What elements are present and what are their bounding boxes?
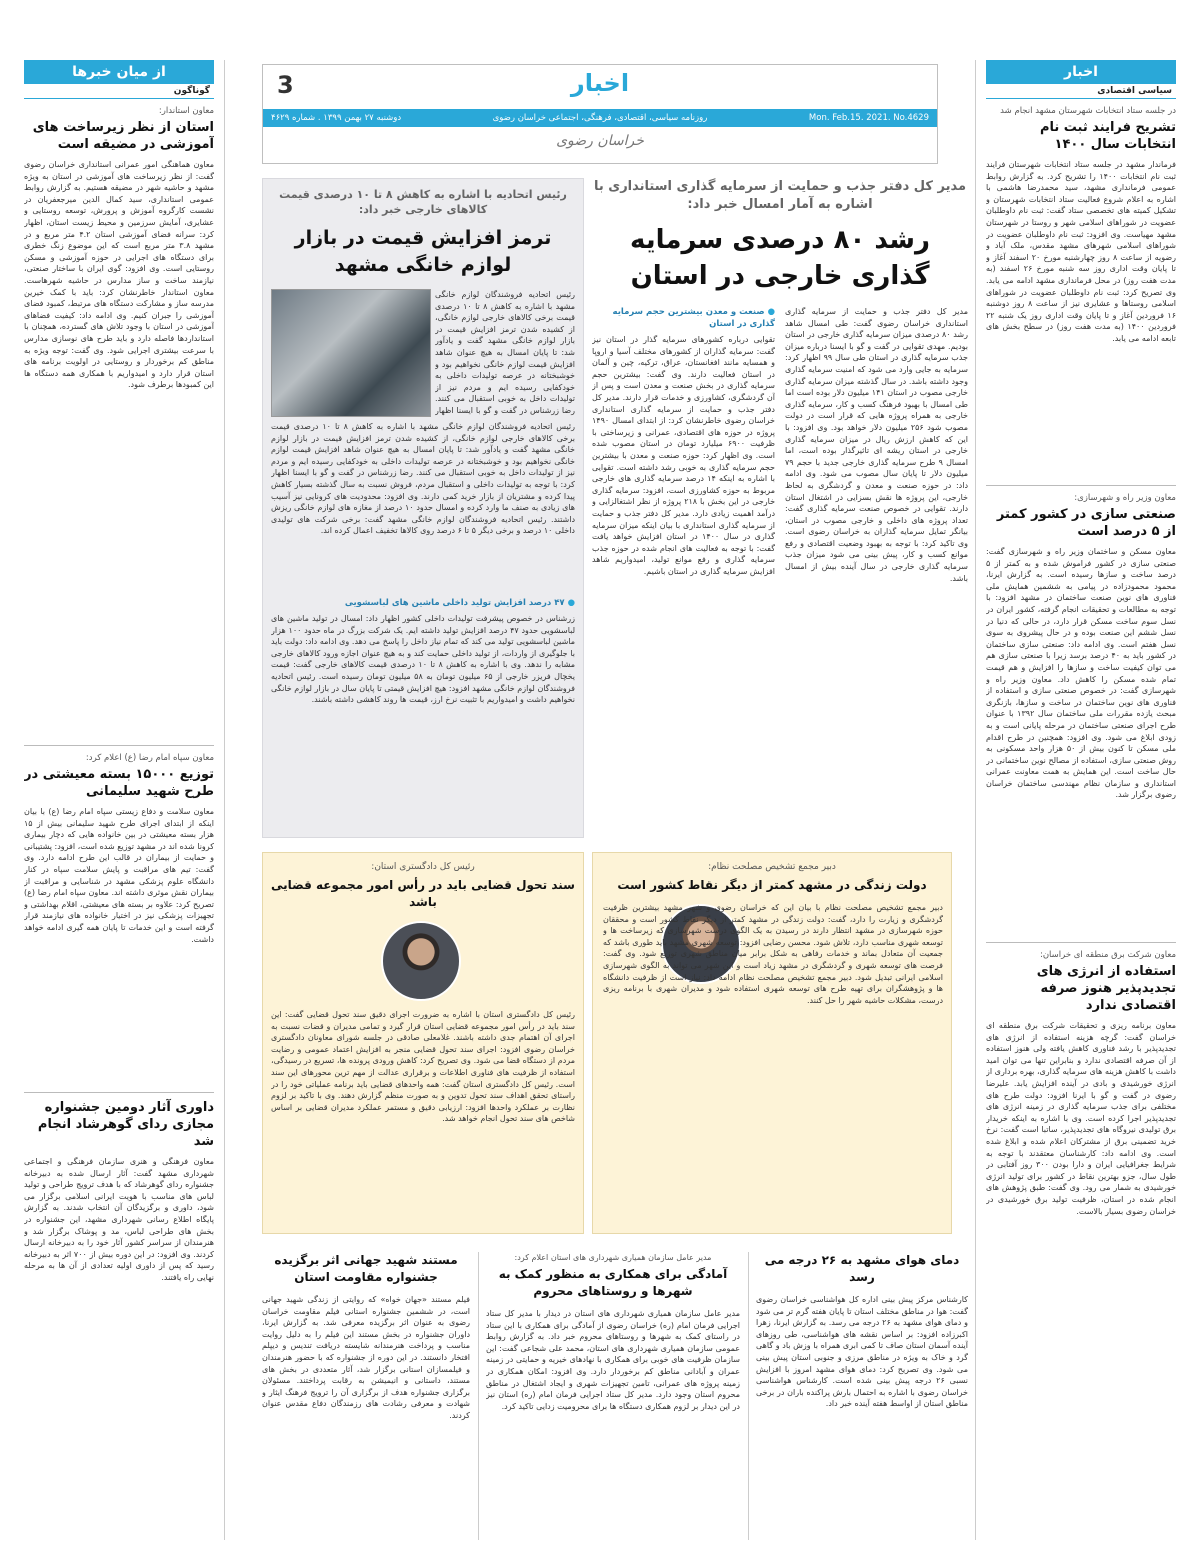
issue-date-en: Mon. Feb.15. 2021. No.4629 — [808, 113, 929, 123]
article-body: معاون برنامه ریزی و تحقیقات شرکت برق منطقه ای خراسان گفت: گرچه هزینه استفاده از انرژی های تجدیدپذیر با رشد فناوری کاهش یافته ولی هنوز استفاده از آن صرفه اقتصادی ندارد و بنابراین تنها می توان امید داشت با کاهش هزینه های سرمایه گذاری، بهره برداری از انرژی خورشیدی و بادی در آینده افزایش یابد. علیرضا رضوی در گفت و گو با ایرنا افزود: دولت طرح های مختلفی برای جذب سرمایه گذاری در زمینه انرژی های تجدیدپذیر اجرا کرده است. وی با اشاره به اینکه خریدار برق تولیدی نیروگاه های تجدیدپذیر، ساتبا است گفت: نرخ خرید تضمینی برق از مشترکان اعلام شده و ابلاغ شده است. وی ادامه داد: کارشناسان معتقدند با توجه به شرایط جغرافیایی ایران و دارا بودن ۳۰۰ روز آفتابی در طول سال، جزو بهترین نقاط در کشور برای تولید انرژی خورشیدی به شمار می رود. وی گفت: طبق پژوهش های انجام شده در استان، ظرفیت تولید برق خورشیدی در خراسان رضوی بسیار بالاست. — [986, 1021, 1176, 1216]
article-kicker: مدیر کل دفتر جذب و حمایت از سرمایه گذاری استانداری با اشاره به آمار امسال خبر داد: — [593, 179, 967, 212]
article-body: مدیر کل دفتر جذب و حمایت از سرمایه گذاری استانداری خراسان رضوی گفت: طی امسال شاهد رشد ۸۰ درصدی میزان سرمایه گذاری خارجی در استان بودیم. مهدی تقوایی در گفت و گو با ایسنا درباره میزان جذب سرمایه گذاری در استان طی سال ۹۹ اظهار کرد: سرمایه به جایی وارد می شود که امنیت سرمایه گذاری وجود داشته باشد. در سال گذشته میزان سرمایه گذاری خارجی مصوب در استان ۱۴۱ میلیون دلار بوده است اما طی امسال با بهبود فرهنگ کسب و کار، سرمایه گذاری خارجی به همراه پروژه هایی که قرار است در دولت مصوب شود ۲۵۶ میلیون دلار خواهد بود. وی افزود: با این که کاهش ارزش ریال در میزان سرمایه گذاری خارجی در استان ریشه ای تاثیرگذار بوده است، اما امسال ۹ طرح سرمایه گذاری خارجی جدید با حجم ۷۹ میلیون دلار تا پایان سال مصوب می شود. وی ادامه داد: در حوزه صنعت و معدن و گردشگری به لحاظ خارجی، این پروژه ها نقش بسزایی در اشتغال استان دارند. تقوایی در خصوص صنعت سرمایه گذاری گفت: تعداد پروژه های داخلی و خارجی مصوب در استان، بیانگر تمایل سرمایه گذاران به خراسان رضوی است. وی تاکید کرد: با توجه به بهبود وضعیت اقتصادی و رفع موانع کسب و کار، پیش بینی می شود میزان جذب سرمایه گذاری خارجی در سال آینده بیش از امسال باشد. — [785, 307, 968, 583]
article-title: دمای هوای مشهد به ۲۶ درجه می رسد — [764, 1253, 960, 1284]
right-news-column — [986, 60, 1176, 1550]
documentary-article — [262, 1252, 470, 1542]
newspaper-tagline: روزنامه سیاسی، اقتصادی، فرهنگی، اجتماعی خراسان رضوی — [492, 113, 708, 123]
article-body: زرشناس در خصوص پیشرفت تولیدات داخلی کشور اظهار داد: امسال در تولید ماشین های لباسشویی حدود ۴۷ درصد افزایش تولید داشته ایم. یک شرکت بزرگ در ماه حدود ۱۰۰ هزار ماشین لباسشویی تولید می کند که تمام نیاز داخل را پاسخ می دهد. وی ادامه داد: دولت باید با جلوگیری از واردات، از تولید داخلی حمایت کند و به هیچ عنوان اجازه ورود کالاهای خارجی مشابه را ندهد. وی با اشاره به کاهش ۸ تا ۱۰ درصدی قیمت کالاهای خارجی گفت: قیمت یخچال فریزر خارجی از ۶۵ میلیون تومان به ۵۸ میلیون تومان رسیده است. رئیس اتحادیه فروشندگان لوازم خانگی مشهد افزود: هیچ افزایش قیمتی تا پایان سال در بازار لوازم خانگی نخواهیم داشت و امیدواریم با تثبیت نرخ ارز، قیمت ها روند کاهشی داشته باشند. — [271, 614, 575, 705]
column-rule — [748, 1252, 749, 1540]
article-title: آمادگی برای همکاری به منظور کمک به شهرها و روستاهای محروم — [498, 1267, 728, 1298]
appliance-article — [262, 178, 584, 838]
divider — [986, 485, 1176, 486]
box-content — [271, 919, 575, 1234]
article-title: ترمز افزایش قیمت در بازار لوازم خانگی مشهد — [294, 227, 552, 276]
article-title: دولت زندگی در مشهد کمتر از دیگر نقاط کشور است — [617, 878, 927, 892]
article-kicker: دبیر مجمع تشخیص مصلحت نظام: — [708, 862, 836, 872]
divider — [24, 1092, 214, 1093]
article-title: استان از نظر زیرساخت های آموزشی در مضیقه است — [32, 120, 214, 152]
lead-article — [592, 178, 968, 838]
article-body: معاون سلامت و دفاع زیستی سپاه امام رضا (ع) با بیان اینکه از ابتدای اجرای طرح شهید سلیمانی بیش از ۱۵ هزار بسته معیشتی در بین خانواده هایی که دچار بیماری کرونا شده اند در مشهد توزیع شده است، افزود: پشتیبانی و حمایت از بیماران در قالب این طرح ادامه دارد. وی گفت: تیم های مراقبت و پایش سلامت سپاه در کنار دانشگاه علوم پزشکی مشهد در شناسایی و مراقبت از بیماران نقش موثری داشته اند. معاون سپاه امام رضا (ع) تصریح کرد: علاوه بر بسته های معیشتی، اقلام بهداشتی و تجهیزات پزشکی نیز در اختیار خانواده های نیازمند قرار گرفته است و این خدمات تا پایان همه گیری ادامه خواهد داشت. — [24, 807, 214, 944]
article-title: سند تحول قضایی باید در رأس امور مجموعه قضایی باشد — [270, 878, 575, 909]
article-body: فیلم مستند «جهان خواه» که روایتی از زندگی شهید جهانی است، در ششمین جشنواره استانی فیلم مقاومت خراسان رضوی به عنوان اثر برگزیده معرفی شد. به گزارش ایرنا، داوران جشنواره در بخش مستند این فیلم را به دلیل روایت مناسب و پرداخت هنرمندانه شایسته دریافت تندیس و دیپلم افتخار دانستند. در این دوره از جشنواره که با حضور هنرمندان و فیلمسازان استانی برگزار شد، آثار متعددی در بخش های مستند، داستانی و انیمیشن به رقابت پرداختند. مسئولان برگزاری جشنواره هدف از برگزاری آن را ترویج فرهنگ ایثار و شهادت و معرفی رشادت های رزمندگان دفاع مقدس عنوان کردند. — [262, 1295, 470, 1420]
municipal-article — [486, 1252, 740, 1542]
article-title: رشد ۸۰ درصدی سرمایه گذاری خارجی در استان — [630, 225, 930, 291]
section-name: اخبار — [570, 69, 630, 97]
article-kicker: در جلسه ستاد انتخابات شهرستان مشهد انجام شد — [1000, 106, 1176, 116]
article-kicker: معاون وزیر راه و شهرسازی: — [1074, 493, 1176, 503]
left-news-column — [24, 60, 214, 1550]
section-subtitle: سیاسی اقتصادی — [986, 84, 1176, 99]
appliance-store-photo — [271, 289, 431, 417]
article-body: فرماندار مشهد در جلسه ستاد انتخابات شهرستان فرایند ثبت نام انتخابات ۱۴۰۰ را تشریح کرد. به گزارش روابط عمومی فرمانداری مشهد، سید محمدرضا هاشمی با اشاره به اعلام شروع فعالیت ستاد انتخابات شهرستان و تشکیل کمیته های تخصصی ستاد گفت: ثبت نام داوطلبان عضویت در شوراهای اسلامی شهر و روستا در شهرستان مشهد مهیاست. وی افزود: ثبت نام داوطلبان عضویت در شوراهای اسلامی شهرهای مشهد مقدس، ملک آباد و رضویه از ساعت ۸ روز چهارشنبه مورخ ۲۰ اسفند آغاز و تا پایان وقت اداری روز سه شنبه مورخ ۲۶ اسفند (به مدت هفت روز) در محل فرمانداری مشهد ادامه می یابد. وی تصریح کرد: ثبت نام داوطلبان عضویت در شوراهای اسلامی روستاها و عشایری نیز از ساعت ۸ روز دوشنبه ۱۶ فروردین آغاز و تا پایان وقت اداری روز یک شنبه ۲۲ فروردین ۱۴۰۰ (به مدت هفت روز) در سطح بخش های تابعه ادامه می یابد. — [986, 160, 1176, 343]
divider — [24, 745, 214, 746]
column-rule — [478, 1252, 479, 1540]
weather-article — [756, 1252, 968, 1542]
article-subhead: ● ۴۷ درصد افزایش تولید داخلی ماشین های لباسشویی — [271, 597, 575, 609]
article-kicker: معاون شرکت برق منطقه ای خراسان: — [1039, 950, 1176, 960]
article-kicker: مدیر عامل سازمان همیاری شهرداری های استان اعلام کرد: — [514, 1253, 712, 1262]
article-title: توزیع ۱۵۰۰۰ بسته معیشتی در طرح شهید سلیمانی — [24, 767, 214, 799]
article-kicker: معاون سپاه امام رضا (ع) اعلام کرد: — [85, 753, 214, 763]
lead-second-column — [592, 306, 775, 838]
article-kicker: رئیس کل دادگستری استان: — [371, 862, 475, 872]
section-band: از میان خبرها — [24, 60, 214, 84]
article-body: مدیر عامل سازمان همیاری شهرداری های استان در دیدار با مدیر کل ستاد اجرایی فرمان امام (ره) خراسان رضوی از آمادگی برای همکاری با این ستاد در راستای کمک به شهرها و روستاهای محروم خبر داد. به گزارش روابط عمومی سازمان همیاری شهرداری های استان، محمد علی شجاعی گفت: این سازمان ظرفیت های خوبی برای همکاری با نهادهای خیریه و حمایتی در زمینه عمران و آبادانی مناطق کم برخوردار دارد. وی افزود: امکان همکاری در زمینه پروژه های عمرانی، تامین تجهیزات شهری و ایجاد اشتغال در مناطق محروم استان وجود دارد. مدیر کل ستاد اجرایی فرمان امام (ره) استان نیز در این دیدار بر لزوم همکاری دستگاه ها برای محرومیت زدایی تاکید کرد. — [486, 1309, 740, 1411]
column-rule — [224, 60, 225, 1540]
newspaper-logo: خراسان رضوی — [556, 133, 644, 149]
article-kicker: معاون استاندار: — [158, 106, 214, 116]
article-subhead: ● صنعت و معدن بیشترین حجم سرمایه گذاری در استان — [592, 306, 775, 330]
divider — [986, 942, 1176, 943]
article-body: تقوایی درباره کشورهای سرمایه گذار در استان نیز گفت: سرمایه گذاران از کشورهای مختلف آسیا و اروپا و همسایه مانند افغانستان، عراق، ترکیه، چین و آلمان در استان فعالیت دارند. وی گفت: بیشترین حجم سرمایه گذاری در بخش صنعت و معدن است و پس از آن گردشگری، کشاورزی و خدمات قرار دارند. مدیر کل دفتر جذب و حمایت از سرمایه گذاری استانداری خراسان رضوی خاطرنشان کرد: از ابتدای امسال ۱۴۹۰ پروژه در حوزه های اقتصادی، عمرانی و زیرساختی با ظرفیت ۶۹۰۰ میلیارد تومان در استان مصوب شده است. وی اظهار کرد: حوزه صنعت و معدن با بیشترین حجم سرمایه گذاری به خوبی رشد داشته است. تقوایی با اشاره به اینکه ۱۴ درصد سرمایه گذاری های خارجی مربوط به حوزه کشاورزی است، افزود: سرمایه گذاری خارجی در این بخش با ۲۱۸ پروژه از نظر اشتغالزایی و درآمد اهمیت زیادی دارد. مدیر کل دفتر جذب و حمایت از سرمایه گذاری استانداری با بیان اینکه میزان سرمایه گذاری در سال ۱۴۰۰ در استان افزایش خواهد یافت گفت: با توجه به فعالیت های انجام شده در حوزه جذب سرمایه گذاری و رفع موانع تولید، امیدواریم شاهد افزایش سرمایه گذاری در استان باشیم. — [592, 335, 775, 576]
article-body: دبیر مجمع تشخیص مصلحت نظام با بیان این که خراسان رضوی و شهر مشهد بیشترین ظرفیت گردشگری و زیارت را دارد، گفت: دولت زندگی در مشهد کمتر از دیگر نقاط کشور است و محققان حوزه شهرسازی در مشهد انتظار دارند در رسیدن به یک الگوی درست شهرسازی که زیرساخت ها و توسعه شهری مناسب دارد، تلاش شود. محسن رضایی افزود: توسعه شهری مشهد باید طوری باشد که جمعیت آن متعادل بماند و خدمات رفاهی به شکل برابر میان مناطق شهری توزیع شود. وی گفت: فرصت های توسعه شهری و گردشگری در مشهد زیاد است و این شهر می تواند به الگوی شهرسازی اسلامی ایرانی تبدیل شود. دبیر مجمع تشخیص مصلحت نظام ادامه داد: نیاز است از ظرفیت دانشگاه ها و پژوهشگران برای تهیه طرح های توسعه شهری استفاده شود و مدیران شهری با برنامه ریزی درست، مشکلات حاشیه شهر را حل کنند. — [603, 903, 943, 1005]
article-body: معاون مسکن و ساختمان وزیر راه و شهرسازی گفت: صنعتی سازی در کشور فراموش شده و به کمتر از ۵ درصد ساخت و سازها رسیده است. به گزارش ایرنا، محمود محمودزاده در پیامی به ششمین همایش ملی فناوری های نوین صنعت ساختمان در مشهد افزود: با توجه به مطالعات و تحقیقات انجام گرفته، کشور ایران در نسل سوم ساخت مسکن قرار دارد، در حالی که دنیا در نسل ششم این صنعت بوده و در حال پیشروی به سوی نسل هفتم است. وی ادامه داد: صنعتی سازی ساختمان در کشور باید به ۴۰ درصد برسد زیرا با صنعتی سازی هم می توان کیفیت ساخت و سازها را افزایش و هم قیمت تمام شده مسکن را کاهش داد. معاون وزیر راه و شهرسازی گفت: در خصوص صنعتی سازی و استفاده از فناوری های نوین ساختمان در ساخت و سازها، بازنگری مبحث یازده مقررات ملی ساختمان سال ۱۳۹۲ با عنوان طرح اجرای صنعتی ساختمان در مرحله پایانی است و به زودی ابلاغ می شود. وی افزود: همچنین در طرح اقدام ملی مسکن تا کنون بیش از ۵۰ هزار واحد مسکونی به روش صنعتی سازی، استفاده از مصالح نوین ساختمانی در حال ساخت است. این همایش به همت معاونت عمرانی استانداری و سازمان نظام مهندسی ساختمان خراسان رضوی برگزار شد. — [986, 547, 1176, 800]
article-body: کارشناس مرکز پیش بینی اداره کل هواشناسی خراسان رضوی گفت: هوا در مناطق مختلف استان تا پایان هفته گرم تر می شود و دمای هوای مشهد به ۲۶ درجه می رسد. به گزارش ایرنا، زهرا اکبرزاده افزود: بر اساس نقشه های هواشناسی، طی روزهای آینده آسمان استان صاف تا کمی ابری همراه با وزش باد و گاهی گرد و خاک به ویژه در مناطق مرزی و جنوبی استان پیش بینی می شود. وی تصریح کرد: دمای هوای مشهد امروز با افزایش نسبی ۲۶ درجه پیش بینی شده است. کارشناس هواشناسی خراسان رضوی با اشاره به احتمال بارش پراکنده باران در برخی مناطق استان از اواسط هفته آینده خبر داد. — [756, 1295, 968, 1409]
article-body-continued: رئیس اتحادیه فروشندگان لوازم خانگی مشهد با اشاره به کاهش ۸ تا ۱۰ درصدی قیمت برخی کالاهای خارجی لوازم خانگی، از کشیده شدن ترمز افزایش قیمت در بازار لوازم خانگی مشهد گفت و یادآور شد: تا پایان امسال به هیچ عنوان شاهد افزایش قیمت لوازم خانگی نخواهیم بود و خوشبختانه در عرصه تولیدات داخلی به خودکفایی رسیده ایم و مردم نیز از تولیدات داخل به خوبی استقبال می کنند. رضا زرشناس در گفت و گو با ایسنا اظهار کرد: با توجه به تولیدات داخلی و استقبال مردم، فروش نسبت به سال گذشته بسیار کاهش پیدا کرده و مشتریان از بازار خرید کمی دارند. وی افزود: محدودیت های کرونایی نیز آسیب های زیادی به صنف ما وارد کرده و امسال حدود ۱۰ درصد از مغازه های لوازم خانگی ریزش داشتند. رئیس اتحادیه فروشندگان لوازم خانگی مشهد گفت: برخی شرکت های تولیدی داخلی ۱۰ درصد و برخی دیگر ۵ تا ۶ درصد روی کالاها تخفیف اعمال کرده اند. — [271, 422, 575, 536]
article-title: داوری آثار دومین جشنواره مجازی ردای گوهرشاد انجام شد — [37, 1100, 214, 1149]
masthead — [262, 64, 938, 164]
judiciary-box — [262, 852, 584, 1234]
article-body: معاون هماهنگی امور عمرانی استانداری خراسان رضوی گفت: از نظر زیرساخت های آموزشی در استان به ویژه مشهد و حاشیه شهر در مضیقه هستیم. به گزارش روابط عمومی استانداری، سید کمال الدین میرجعفریان در نشست کارگروه آموزش و پرورش، توسعه روستایی و عشایری، آمایش سرزمین و محیط زیست استان، اظهار کرد: سرانه فضای آموزشی استان ۴.۲ متر مربع و در مشهد ۳.۸ متر مربع است که این موضوع زنگ خطری برای دستگاه های اجرایی در حوزه آموزشی و مسکن روستایی است. وی افزود: گوی ایران با ساختار صنعتی، نیازمند ساخت و ساز مدارس در حاشیه شهرهاست. معاون استاندار خاطرنشان کرد: باید با کمک خیرین مدرسه ساز و مشارکت دستگاه های مرتبط، کمبود فضای آموزشی را جبران کنیم. وی ادامه داد: کیفیت فضاهای آموزشی در استان با وجود تلاش های گسترده، همچنان با استانداردها فاصله دارد و باید طرح های نوسازی مدارس با سرعت بیشتری اجرایی شود. وی گفت: توجه ویژه به مناطق کم برخوردار و روستایی در اولویت برنامه های استان قرار دارد و امیدواریم با همکاری همه دستگاه ها این کمبودها برطرف شود. — [24, 160, 214, 390]
article-title: صنعتی سازی در کشور کمتر از ۵ درصد است — [996, 507, 1176, 539]
article-title: مستند شهید جهانی اثر برگزیده جشنواره مقاومت استان — [274, 1253, 458, 1284]
article-body: معاون فرهنگی و هنری سازمان فرهنگی و اجتماعی شهرداری مشهد گفت: آثار ارسال شده به دبیرخانه جشنواره ردای گوهرشاد که با هدف ترویج طراحی و تولید لباس های مناسب با هویت ایرانی اسلامی برگزار می شود، داوری و برگزیدگان آن انتخاب شدند. به گزارش پایگاه اطلاع رسانی شهرداری مشهد، این جشنواره در بخش های طراحی لباس، مد و پوشاک برگزار شد و هنرمندان از سراسر کشور آثار خود را به دبیرخانه ارسال کردند. وی افزود: در این دوره بیش از ۷۰۰ اثر به دبیرخانه رسید که پس از داوری اولیه تعدادی از آن ها به مرحله نهایی راه یافتند. — [24, 1157, 214, 1282]
column-rule — [975, 60, 976, 1540]
section-band: اخبار — [986, 60, 1176, 84]
rezaei-box — [592, 852, 952, 1234]
article-kicker: رئیس اتحادیه با اشاره به کاهش ۸ تا ۱۰ درصدی قیمت کالاهای خارجی خبر داد: — [279, 188, 567, 216]
masthead-bar — [263, 109, 937, 127]
box-content — [601, 902, 943, 1222]
issue-date-fa: دوشنبه ۲۷ بهمن ۱۳۹۹ . شماره ۴۶۲۹ — [271, 113, 402, 123]
article-body: رئیس کل دادگستری استان با اشاره به ضرورت اجرای دقیق سند تحول قضایی گفت: این سند باید در رأس امور مجموعه قضایی استان قرار گیرد و تمامی مدیران و قضات نسبت به اجرای آن اهتمام جدی داشته باشند. غلامعلی صادقی در جلسه شورای معاونان دادگستری خراسان رضوی افزود: اجرای سند تحول قضایی منجر به افزایش اعتماد عمومی و رضایت مردم از دستگاه قضا می شود. وی تصریح کرد: کاهش ورودی پرونده ها، تسریع در رسیدگی، استفاده از ظرفیت های فناوری اطلاعات و برقراری عدالت از مهم ترین محورهای این سند است. رئیس کل دادگستری استان گفت: همه واحدهای قضایی باید برنامه عملیاتی خود را در راستای تحقق اهداف سند تحول تدوین و به صورت منظم گزارش دهند. وی با تاکید بر لزوم نظارت بر عملکرد واحدها افزود: ارزیابی دقیق و مستمر عملکرد مدیران قضایی بر اساس شاخص های سند تحول انجام خواهد شد. — [271, 1010, 575, 1124]
section-subtitle: گوناگون — [24, 84, 214, 99]
article-title: تشریح فرایند ثبت نام انتخابات سال ۱۴۰۰ — [1039, 120, 1176, 152]
page-number: 3 — [277, 71, 294, 99]
portrait-photo — [381, 921, 461, 1001]
article-body: رئیس اتحادیه فروشندگان لوازم خانگی مشهد با اشاره به کاهش ۸ تا ۱۰ درصدی قیمت برخی کالاهای خارجی لوازم خانگی، از کشیده شدن ترمز افزایش قیمت در بازار لوازم خانگی مشهد گفت و یادآور شد: تا پایان امسال به هیچ عنوان شاهد افزایش قیمت لوازم خانگی نخواهیم بود و خوشبختانه در عرصه تولیدات داخلی به خودکفایی رسیده ایم و مردم نیز از تولیدات داخل به خوبی استقبال می کنند. رضا زرشناس در گفت و گو با ایسنا اظهار — [435, 290, 575, 415]
article-title: استفاده از انرژی های تجدیدپذیر هنوز صرفه اقتصادی ندارد — [1036, 964, 1176, 1013]
photo-row — [271, 289, 575, 421]
lead-body-columns — [592, 306, 968, 838]
